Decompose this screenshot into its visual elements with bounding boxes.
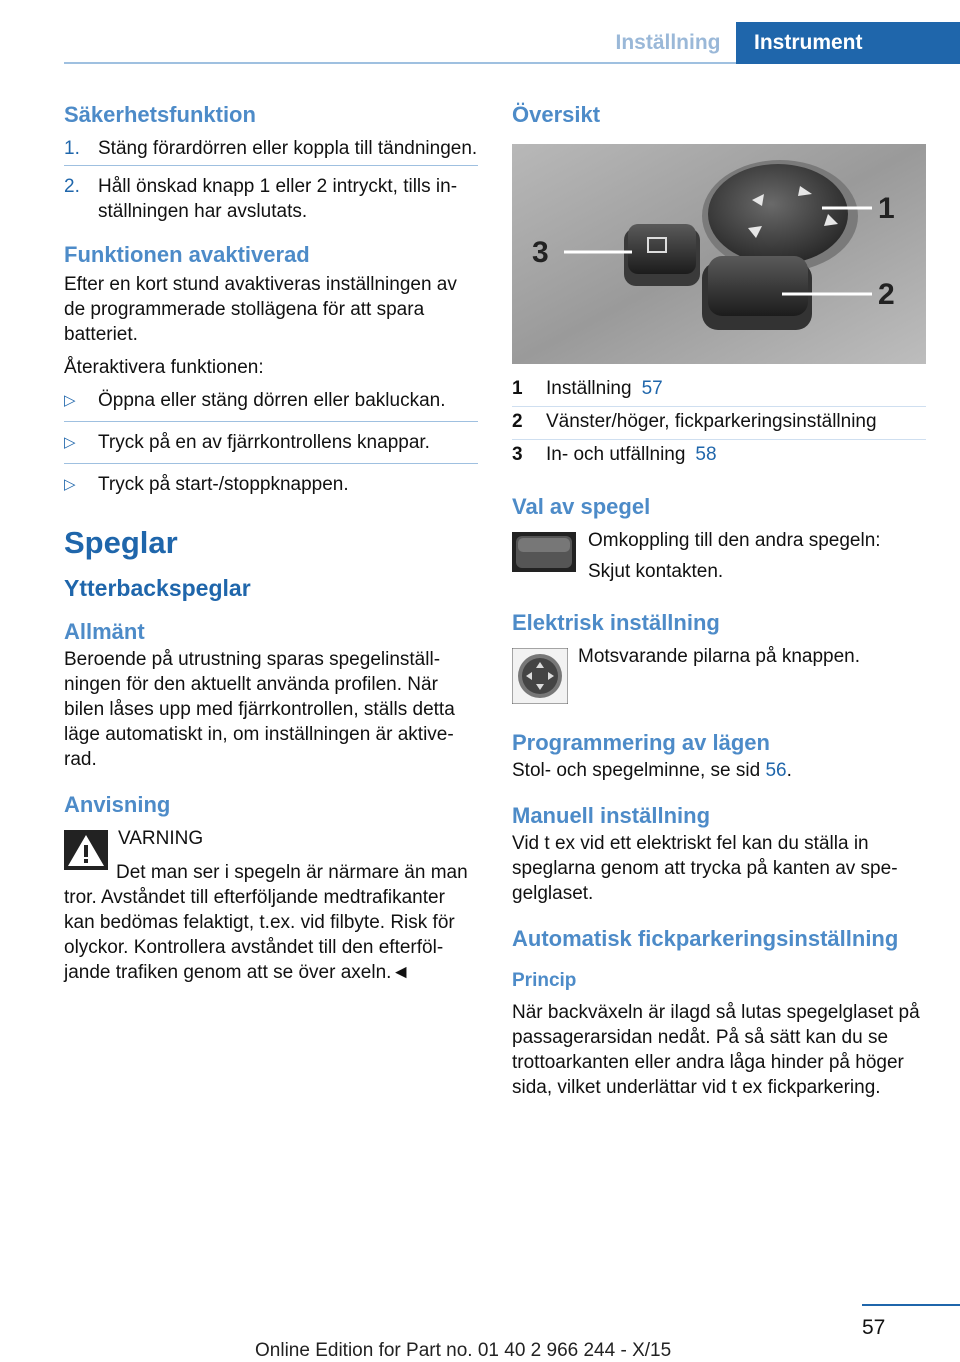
- legend-text: Inställning: [546, 378, 632, 399]
- list-item-text: Tryck på en av fjärrkontrollens knappar.: [98, 432, 430, 453]
- select-text-1: Omkoppling till den andra spegeln:: [588, 530, 881, 551]
- programming-heading: Programmering av lägen: [512, 730, 770, 755]
- list-item: [64, 174, 478, 224]
- select-mirror-heading: Val av spegel: [512, 494, 651, 519]
- legend-text: In- och utfällning: [546, 444, 686, 465]
- photo-label-2: 2: [878, 278, 895, 311]
- header-chapter-tab[interactable]: Instrument: [736, 22, 960, 64]
- deactivated-text: Efter en kort stund avaktiveras inställningen av de programmerade stollägena för att spara batteriet.: [64, 274, 457, 345]
- list-item-text: Tryck på start-/stoppknappen.: [98, 474, 349, 495]
- legend-number: 3: [512, 444, 523, 465]
- list-item: [64, 136, 478, 161]
- principle-text: När backväxeln är ilagd så lutas spegelglaset på passagerarsidan nedåt. På så sätt kan du se trottoarkanten eller andra låga hinder på höger sida, vilket underlättar vid t ex fickparkering.: [512, 1002, 920, 1098]
- principle-heading: Princip: [512, 970, 577, 991]
- list-item: [64, 388, 478, 413]
- safety-steps: [64, 136, 478, 224]
- list-item: [64, 472, 478, 497]
- page-number: 57: [862, 1316, 886, 1339]
- legend-number: 2: [512, 411, 523, 432]
- step-number: 1.: [64, 138, 80, 159]
- edition-text: Online Edition for Part no. 01 40 2 966 244 - X/15: [255, 1340, 672, 1361]
- table-row: [512, 407, 926, 440]
- triangle-bullet-icon: ▷: [64, 476, 76, 493]
- photo-label-3: 3: [532, 236, 549, 269]
- manual-text: Vid t ex vid ett elektriskt fel kan du ställa in speglarna genom att trycka på kanten av spegelglaset.: [512, 833, 898, 904]
- footer-rule: [862, 1304, 960, 1306]
- divider: [64, 165, 478, 166]
- warning-label: VARNING: [118, 828, 204, 849]
- list-item-text: Öppna eller stäng dörren eller bakluckan.: [98, 390, 446, 411]
- manual-heading: Manuell inställning: [512, 803, 711, 828]
- select-mirror-block: [512, 528, 926, 590]
- mirrors-heading: Speglar: [64, 525, 178, 560]
- header-section-tab[interactable]: Inställning: [615, 31, 721, 54]
- page-link[interactable]: 57: [641, 378, 663, 399]
- page-link[interactable]: 56: [765, 760, 787, 781]
- step-text: Håll önskad knapp 1 eller 2 intryckt, tills inställningen har avslutats.: [98, 176, 458, 222]
- general-text: Beroende på utrustning sparas spegelinställningen för den aktuellt använda profilen. När bilen låses upp med fjärrkontrollen, ställs detta läge automatiskt in, om inställningen är aktiverad.: [64, 649, 455, 770]
- triangle-bullet-icon: ▷: [64, 434, 76, 451]
- legend-text: Vänster/höger, fickparkeringsinställning: [546, 411, 877, 432]
- programming-text-pre: Stol- och spegelminne, se sid: [512, 760, 766, 781]
- auto-parking-heading: Automatisk fickparkeringsinställning: [512, 926, 899, 951]
- left-column: [64, 100, 478, 993]
- programming-text: [512, 758, 926, 783]
- programming-text-post: .: [786, 760, 792, 781]
- photo-label-1: 1: [878, 192, 895, 225]
- table-row: [512, 374, 926, 407]
- step-number: 2.: [64, 176, 80, 197]
- legend-number: 1: [512, 378, 523, 399]
- list-item: [64, 430, 478, 455]
- divider: [64, 421, 478, 422]
- warning-text: Det man ser i spegeln är närmare än man tror. Avståndet till efterföljande medtrafikanter kan bedömas felaktigt, t.ex. vid filbyte. Risk för olyckor. Kontrollera avståndet till den efterföljande trafiken genom att se över axeln.◄: [64, 862, 468, 983]
- electric-block: [512, 644, 926, 704]
- note-heading: Anvisning: [64, 792, 171, 817]
- direction-pad-icon: [512, 648, 568, 704]
- electric-heading: Elektrisk inställning: [512, 610, 720, 635]
- overview-heading: Översikt: [512, 102, 601, 127]
- warning-icon: [64, 830, 108, 870]
- electric-text: Motsvarande pilarna på knappen.: [578, 646, 861, 667]
- reactivate-list: [64, 388, 478, 497]
- mirror-controls-photo: [512, 144, 926, 364]
- select-text-2: Skjut kontakten.: [588, 561, 724, 582]
- safety-heading: Säkerhetsfunktion: [64, 102, 256, 127]
- page-link[interactable]: 58: [695, 444, 717, 465]
- step-text: Stäng förardörren eller koppla till tändningen.: [98, 138, 478, 159]
- triangle-bullet-icon: ▷: [64, 392, 76, 409]
- exterior-mirrors-heading: Ytterbackspeglar: [64, 575, 251, 601]
- reactivate-text: Återaktivera funktionen:: [64, 357, 264, 378]
- legend-table: [512, 374, 926, 472]
- divider: [64, 463, 478, 464]
- mirror-switch-icon: [512, 532, 576, 572]
- right-column: [512, 100, 926, 1108]
- deactivated-heading: Funktionen avaktiverad: [64, 242, 310, 267]
- table-row: [512, 440, 926, 472]
- general-heading: Allmänt: [64, 619, 145, 644]
